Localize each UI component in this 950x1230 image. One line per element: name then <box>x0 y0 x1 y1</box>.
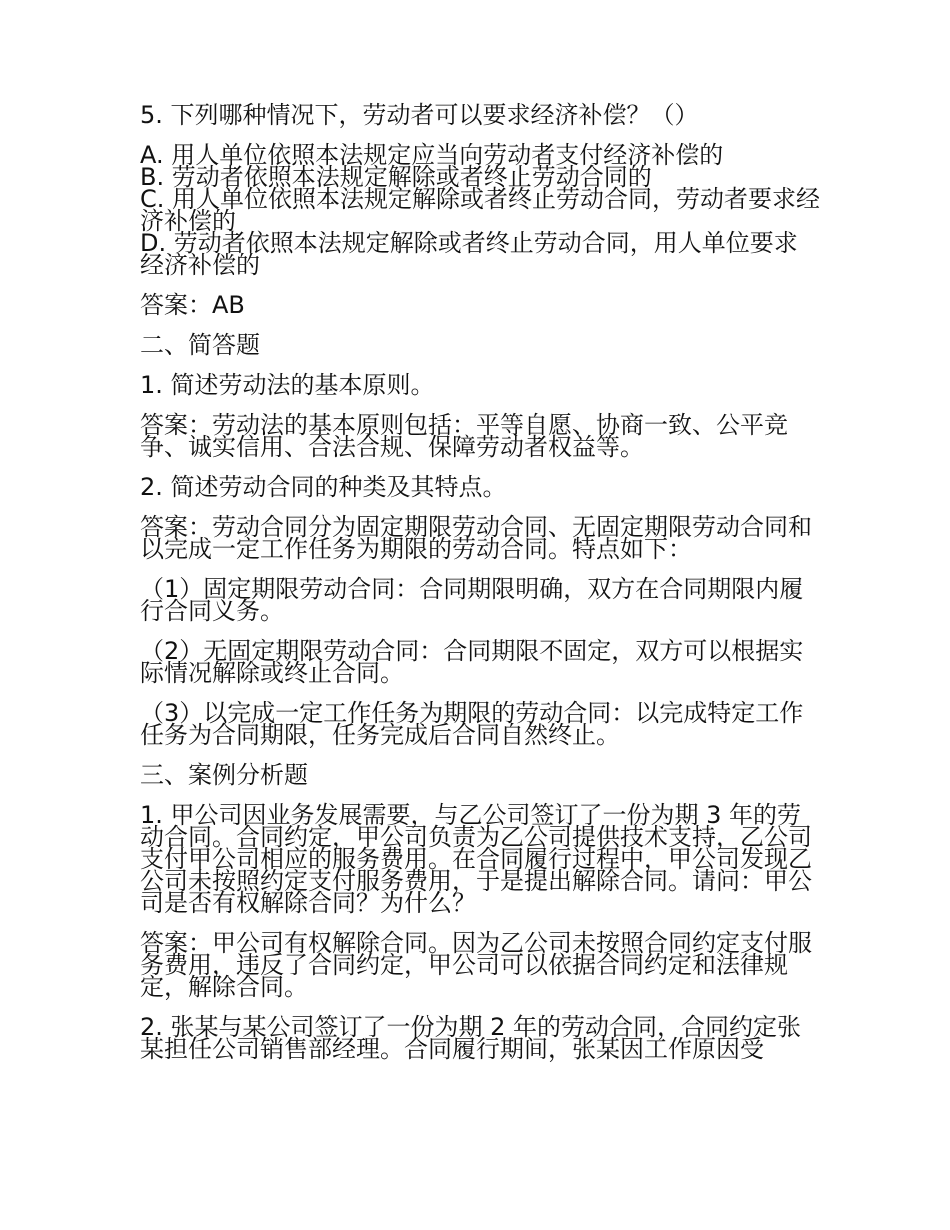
option-c: C. 用人单位依照本法规定解除或者终止劳动合同，劳动者要求经济补偿的 <box>140 185 821 235</box>
contract-type-point-2: （2）无固定期限劳动合同：合同期限不固定，双方可以根据实际情况解除或终止合同。 <box>140 637 804 687</box>
short-answer-1: 答案：劳动法的基本原则包括：平等自愿、协商一致、公平竞争、诚实信用、合法合规、保障劳动者权益等。 <box>140 411 788 461</box>
case-1: 1. 甲公司因业务发展需要，与乙公司签订了一份为期 3 年的劳动合同。合同约定，甲公司负责为乙公司提供技术支持，乙公司支付甲公司相应的服务费用。在合同履行过程中，甲公司发现乙公司未按照约定支付服务费用，于是提出解除合同。请问：甲公司是否有权解除合同？为什么？ <box>140 801 812 917</box>
question-5-options <box>140 141 821 279</box>
short-answer-2: 答案：劳动合同分为固定期限劳动合同、无固定期限劳动合同和以完成一定工作任务为期限的劳动合同。特点如下： <box>140 513 812 563</box>
question-5: 5. 下列哪种情况下，劳动者可以要求经济补偿？（） <box>140 101 699 129</box>
case-2: 2. 张某与某公司签订了一份为期 2 年的劳动合同，合同约定张某担任公司销售部经理。合同履行期间，张某因工作原因受 <box>140 1013 802 1063</box>
document-page <box>140 101 821 1078</box>
case-1-answer: 答案：甲公司有权解除合同。因为乙公司未按照合同约定支付服务费用，违反了合同约定，甲公司可以依据合同约定和法律规定，解除合同。 <box>140 929 812 1001</box>
option-d: D. 劳动者依照本法规定解除或者终止劳动合同，用人单位要求经济补偿的 <box>140 229 798 279</box>
short-question-2: 2. 简述劳动合同的种类及其特点。 <box>140 473 507 501</box>
question-5-answer: 答案：AB <box>140 291 245 319</box>
section-heading-case-analysis: 三、案例分析题 <box>140 761 308 789</box>
section-heading-short-answer: 二、简答题 <box>140 331 260 359</box>
short-question-1: 1. 简述劳动法的基本原则。 <box>140 371 435 399</box>
option-a: A. 用人单位依照本法规定应当向劳动者支付经济补偿的 <box>140 141 724 169</box>
contract-type-point-1: （1）固定期限劳动合同：合同期限明确，双方在合同期限内履行合同义务。 <box>140 575 804 625</box>
option-b: B. 劳动者依照本法规定解除或者终止劳动合同的 <box>140 163 652 191</box>
contract-type-point-3: （3）以完成一定工作任务为期限的劳动合同：以完成特定工作任务为合同期限，任务完成后合同自然终止。 <box>140 699 804 749</box>
